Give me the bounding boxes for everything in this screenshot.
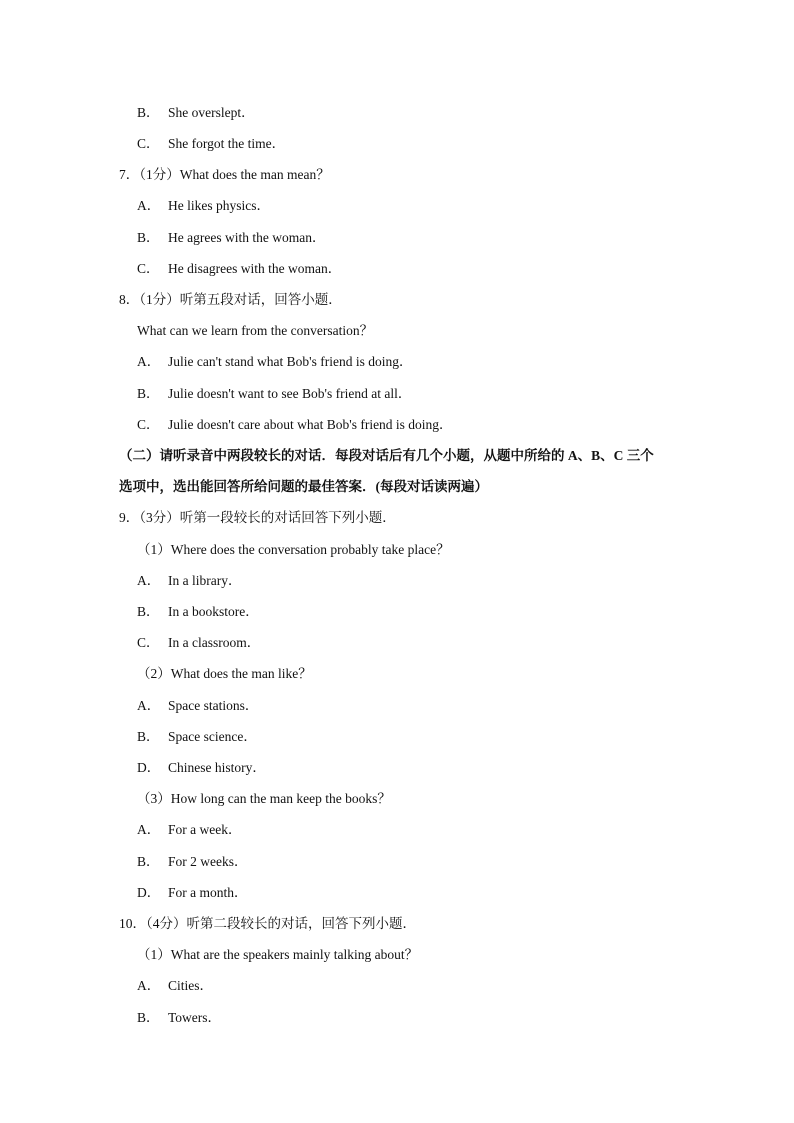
option-text: Space science． <box>168 729 257 744</box>
option-label: B． <box>137 386 160 401</box>
q8-question: What can we learn from the conversation？ <box>137 323 374 338</box>
option-label: B． <box>137 729 160 744</box>
section2-instructions-line2: 选项中，选出能回答所给问题的最佳答案．(每段对话读两遍） <box>119 479 488 494</box>
option-label: A． <box>137 978 161 993</box>
option-text: Chinese history． <box>168 760 266 775</box>
option-label: D． <box>137 885 161 900</box>
option-label: B． <box>137 854 160 869</box>
q9-sub3-question: （3）How long can the man keep the books？ <box>137 791 391 806</box>
q10-sub1-option-a <box>137 977 213 995</box>
option-text: In a classroom． <box>168 635 261 650</box>
option-label: C． <box>137 635 160 650</box>
option-label: D． <box>137 760 161 775</box>
q8-option-c <box>137 416 453 434</box>
q9-sub2-question: （2）What does the man like？ <box>137 666 312 681</box>
q8-option-a <box>137 353 412 371</box>
q6-option-b <box>137 104 255 122</box>
option-text: For a month． <box>168 885 248 900</box>
q9-sub1-option-b <box>137 603 259 621</box>
option-text: He likes physics． <box>168 198 270 213</box>
q7-stem: 7．（1分）What does the man mean？ <box>119 167 330 182</box>
q10-stem: 10．（4分）听第二段较长的对话，回答下列小题． <box>119 916 416 931</box>
q8-stem: 8．（1分）听第五段对话，回答小题． <box>119 292 342 307</box>
q8-option-b <box>137 385 411 403</box>
option-text: For 2 weeks． <box>168 854 248 869</box>
option-text: She forgot the time． <box>168 136 286 151</box>
option-text: She overslept． <box>168 105 255 120</box>
option-label: C． <box>137 261 160 276</box>
q9-sub1-option-c <box>137 634 260 652</box>
q9-sub1-question: （1）Where does the conversation probably take place？ <box>137 542 450 557</box>
option-label: B． <box>137 1010 160 1025</box>
q9-sub1-option-a <box>137 572 241 590</box>
option-text: Julie doesn't care about what Bob's friend is doing． <box>168 417 453 432</box>
q7-option-c <box>137 260 341 278</box>
option-label: B． <box>137 230 160 245</box>
option-text: In a library． <box>168 573 242 588</box>
q9-sub3-option-b <box>137 853 248 871</box>
option-text: Space stations． <box>168 698 259 713</box>
option-label: A． <box>137 198 161 213</box>
option-text: For a week． <box>168 822 242 837</box>
q9-sub2-option-b <box>137 728 257 746</box>
option-text: Julie doesn't want to see Bob's friend at all． <box>168 386 412 401</box>
option-label: A． <box>137 573 161 588</box>
q7-option-b <box>137 229 325 247</box>
q10-sub1-question: （1）What are the speakers mainly talking about？ <box>137 947 419 962</box>
option-text: Cities． <box>168 978 214 993</box>
q10-sub1-option-b <box>137 1009 221 1027</box>
option-text: In a bookstore． <box>168 604 259 619</box>
q9-sub2-option-d <box>137 759 266 777</box>
option-label: A． <box>137 698 161 713</box>
option-label: C． <box>137 417 160 432</box>
option-label: A． <box>137 822 161 837</box>
option-text: He agrees with the woman． <box>168 230 326 245</box>
option-text: Julie can't stand what Bob's friend is doing． <box>168 354 413 369</box>
q9-sub3-option-d <box>137 884 248 902</box>
section2-instructions-line1: （二）请听录音中两段较长的对话．每段对话后有几个小题，从题中所给的 A、B、C 三个 <box>119 448 654 463</box>
q9-stem: 9．（3分）听第一段较长的对话回答下列小题． <box>119 510 396 525</box>
option-label: C． <box>137 136 160 151</box>
option-label: B． <box>137 604 160 619</box>
option-label: A． <box>137 354 161 369</box>
q7-option-a <box>137 197 270 215</box>
q6-option-c <box>137 135 285 153</box>
q9-sub2-option-a <box>137 697 258 715</box>
option-text: Towers． <box>168 1010 222 1025</box>
q9-sub3-option-a <box>137 821 241 839</box>
option-text: He disagrees with the woman． <box>168 261 342 276</box>
option-label: B． <box>137 105 160 120</box>
